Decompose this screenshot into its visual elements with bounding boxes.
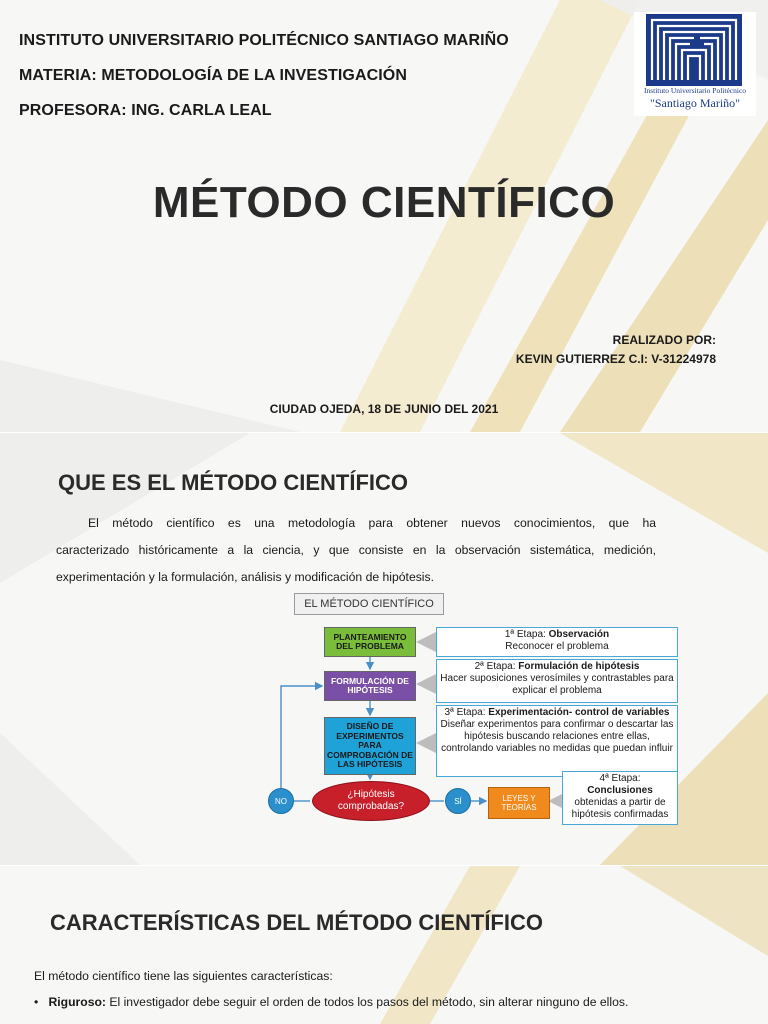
step-box-hypothesis: FORMULACIÓN DE HIPÓTESIS [324, 671, 416, 701]
no-node: NO [268, 788, 294, 814]
paragraph-line: experimentación y la formulación, análisis y modificación de hipótesis. [56, 570, 434, 584]
author-name: KEVIN GUTIERREZ C.I: V-31224978 [515, 352, 716, 366]
stage-info-box [436, 705, 678, 777]
institute-logo [634, 12, 756, 116]
stage-number: 4ª Etapa: [599, 773, 641, 784]
logo-text-line2: "Santiago Mariño" [649, 96, 741, 110]
definition-heading: QUE ES EL MÉTODO CIENTÍFICO [58, 470, 409, 495]
subject-line: MATERIA: METODOLOGÍA DE LA INVESTIGACIÓN [19, 67, 407, 84]
step-box-experiments: DISEÑO DE EXPERIMENTOS PARA COMPROBACIÓN DE LAS HIPÓTESIS [324, 717, 416, 775]
made-by-label: REALIZADO POR: [612, 333, 716, 347]
step-box-problem: PLANTEAMIENTO DEL PROBLEMA [324, 627, 416, 657]
stage-name: Observación [548, 629, 610, 640]
list-item [34, 995, 628, 1009]
stage-name: Experimentación- control de variables [488, 707, 670, 718]
institute-name: INSTITUTO UNIVERSITARIO POLITÉCNICO SANTIAGO MARIÑO [19, 32, 509, 49]
characteristics-intro: El método científico tiene las siguientes características: [34, 969, 333, 983]
characteristics-slide [0, 866, 768, 1024]
stage-description: Reconocer el problema [505, 641, 609, 652]
stage-info-box [562, 771, 678, 825]
professor-line: PROFESORA: ING. CARLA LEAL [19, 102, 272, 119]
bullet-icon: • [34, 995, 49, 1009]
stage-number: 3ª Etapa: [444, 707, 489, 718]
yes-node: SÍ [445, 788, 471, 814]
stage-description: obtenidas a partir de hipótesis confirmadas [571, 797, 669, 820]
title-slide [0, 0, 768, 432]
presentation-title: MÉTODO CIENTÍFICO [152, 178, 616, 227]
laws-theories-box: LEYES Y TEORÍAS [488, 787, 550, 819]
bullet-text: El investigador debe seguir el orden de todos los pasos del método, sin alterar ninguno de ellos. [105, 995, 629, 1009]
stage-number: 1ª Etapa: [504, 629, 549, 640]
maze-logo-icon [646, 14, 742, 86]
stage-name: Formulación de hipótesis [518, 661, 640, 672]
city-date: CIUDAD OJEDA, 18 DE JUNIO DEL 2021 [269, 402, 499, 416]
logo-text-line1: Instituto Universitario Politécnico [643, 86, 747, 95]
bullet-term: Riguroso: [48, 995, 106, 1009]
characteristics-heading: CARACTERÍSTICAS DEL MÉTODO CIENTÍFICO [50, 910, 543, 935]
stage-description: Diseñar experimentos para confirmar o descartar las hipótesis buscando relaciones entre ellas, controlando variables no medidas que puedan influir [440, 719, 674, 754]
stage-info-box [436, 627, 678, 657]
paragraph-line: El método científico es una metodología para obtener nuevos conocimientos, que ha [88, 516, 656, 530]
diagram-title: EL MÉTODO CIENTÍFICO [294, 593, 444, 615]
stage-name: Conclusiones [587, 785, 653, 796]
scientific-method-diagram [264, 591, 684, 833]
paragraph-line: caracterizado históricamente a la ciencia, y que consiste en la observación sistemática, medición, [56, 543, 656, 557]
definition-slide [0, 433, 768, 865]
stage-info-box [436, 659, 678, 703]
decision-node: ¿Hipótesis comprobadas? [312, 781, 430, 821]
stage-description: Hacer suposiciones verosímiles y contrastables para explicar el problema [440, 673, 674, 696]
stage-number: 2ª Etapa: [474, 661, 519, 672]
